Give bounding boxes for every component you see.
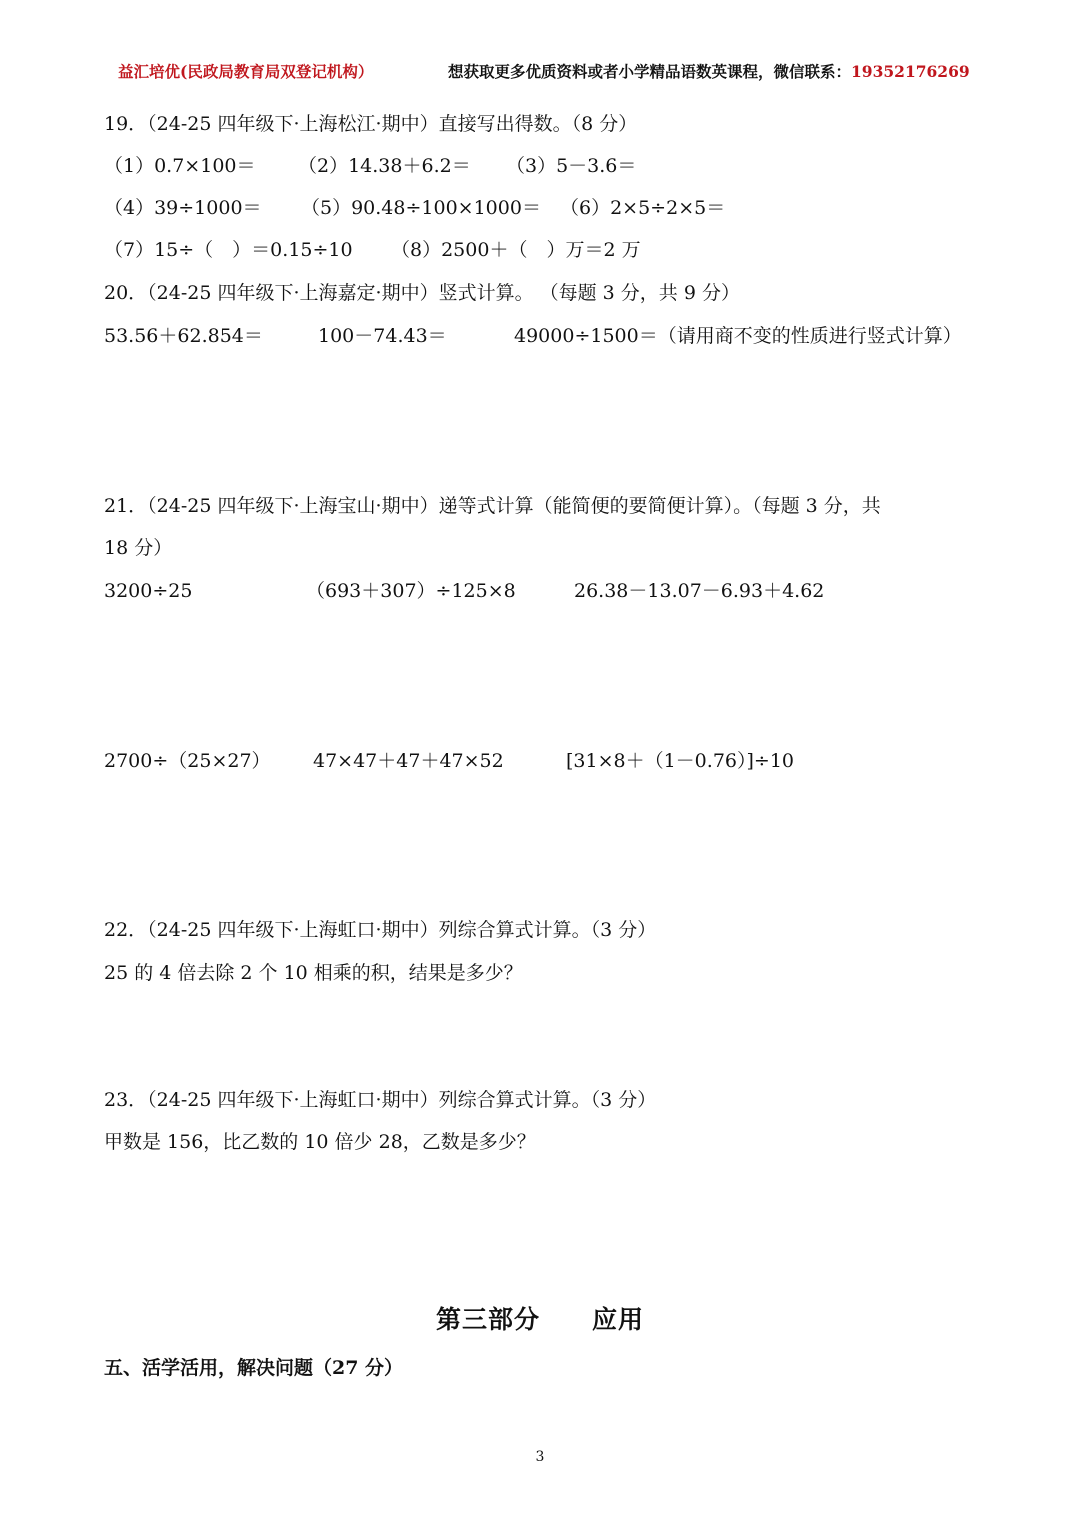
q19-item-4: （4）39÷1000＝ [104,197,262,219]
q21-item-1: 3200÷25 [104,580,193,602]
part3-title: 第三部分 应用 [435,1305,644,1334]
q22-title: 22．（24-25 四年级下·上海虹口·期中）列综合算式计算。（3 分） [104,919,657,941]
header-promo-text: 想获取更多优质资料或者小学精品语数英课程，微信联系： [448,62,852,81]
q19-item-2: （2）14.38＋6.2＝ [298,155,471,177]
q22-text: 25 的 4 倍去除 2 个 10 相乘的积，结果是多少？ [104,962,523,984]
q20-item-1: 53.56＋62.854＝ [104,325,263,347]
page-number: 3 [535,1449,545,1465]
header-promo [448,64,970,80]
q19-item-6: （6）2×5÷2×5＝ [560,197,726,219]
q21-item-2: （693＋307）÷125×8 [306,580,516,602]
q21-title-line1: 21．（24-25 四年级下·上海宝山·期中）递等式计算（能简便的要简便计算）。（每题 3 分，共 [104,495,881,517]
q23-text: 甲数是 156，比乙数的 10 倍少 28，乙数是多少？ [104,1131,536,1153]
q19-item-7: （7）15÷（ ）＝0.15÷10 [104,239,353,261]
q20-item-2: 100－74.43＝ [318,325,447,347]
q19-item-1: （1）0.7×100＝ [104,155,256,177]
q21-item-5: 47×47＋47＋47×52 [313,750,504,772]
header-phone: 19352176269 [851,62,970,81]
q21-item-6: [31×8＋（1－0.76）]÷10 [566,750,795,772]
q23-title: 23．（24-25 四年级下·上海虹口·期中）列综合算式计算。（3 分） [104,1089,657,1111]
q20-title: 20．（24-25 四年级下·上海嘉定·期中）竖式计算。 （每题 3 分，共 9 分） [104,282,740,304]
q21-item-3: 26.38－13.07－6.93＋4.62 [574,580,825,602]
q19-title: 19．（24-25 四年级下·上海松江·期中）直接写出得数。（8 分） [104,113,638,135]
q21-item-4: 2700÷（25×27） [104,750,271,772]
part3-section-heading: 五、活学活用，解决问题（27 分） [104,1357,404,1379]
q19-item-8: （8）2500＋（ ）万＝2 万 [391,239,641,261]
header-org: 益汇培优(民政局教育局双登记机构） [118,62,374,81]
q19-item-3: （3）5－3.6＝ [506,155,637,177]
q20-item-3: 49000÷1500＝（请用商不变的性质进行竖式计算） [514,325,962,347]
q19-item-5: （5）90.48÷100×1000＝ [301,197,541,219]
q21-title-line2: 18 分） [104,537,173,559]
